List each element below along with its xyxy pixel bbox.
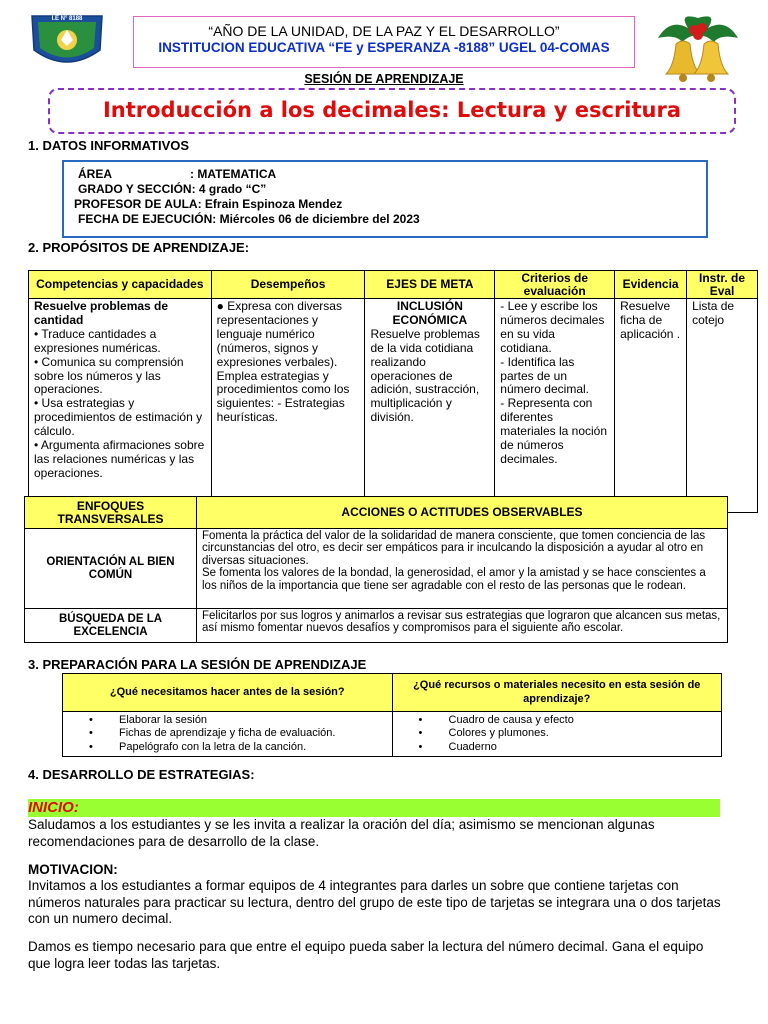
profesor-aula: PROFESOR DE AULA: Efrain Espinoza Mendez	[74, 197, 343, 211]
table-row	[25, 529, 728, 609]
competencia-item: • Argumenta afirmaciones sobre las relaciones numéricas y las operaciones.	[34, 438, 205, 480]
enfoque-actions	[197, 529, 728, 609]
section-preparacion-heading: 3. PREPARACIÓN PARA LA SESIÓN DE APRENDIZAJE	[28, 657, 367, 672]
enfoque-actions	[197, 609, 728, 643]
table-header-row	[29, 271, 758, 299]
table-header-row	[63, 674, 722, 712]
ejes-cell	[365, 299, 495, 513]
criterio-item: - Lee y escribe los números decimales en su vida cotidiana.	[500, 299, 605, 355]
col-header: Criterios de evaluación	[495, 271, 615, 299]
col-header: ¿Qué recursos o materiales necesito en esta sesión de aprendizaje?	[392, 674, 722, 712]
instrumento-cell: Lista de cotejo	[687, 299, 758, 513]
list-item: • Papelógrafo con la letra de la canción.	[67, 741, 388, 754]
list-item: • Colores y plumones.	[397, 727, 718, 740]
inicio-text: Saludamos a los estudiantes y se les invita a realizar la oración del día; asimismo se mencionan algunas recomendaciones para de desarrollo de la clase.	[28, 817, 655, 849]
competencia-item: • Usa estrategias y procedimientos de estimación y cálculo.	[34, 396, 203, 439]
enfoque-label: BÚSQUEDA DE LA EXCELENCIA	[25, 609, 197, 643]
enfoque-label: ORIENTACIÓN AL BIEN COMÚN	[25, 529, 197, 609]
enfoque-text: Se fomenta los valores de la bondad, la generosidad, el amor y la amistad y se hace conscientes a los niños de la importancia que tiene ser agradable con el resto de las personas que le rodean.	[202, 567, 706, 592]
table-header-row	[25, 497, 728, 529]
list-item: • Cuadro de causa y efecto	[397, 714, 718, 727]
school-crest-logo	[28, 10, 106, 74]
table-row	[63, 712, 722, 757]
col-header: Desempeños	[211, 271, 365, 299]
competencia-item: • Comunica su comprensión sobre los números y las operaciones.	[34, 354, 184, 397]
inicio-bar	[28, 799, 720, 817]
criterios-cell	[495, 299, 615, 513]
col-header: EJES DE META	[365, 271, 495, 299]
col-header: Instr. de Eval	[687, 271, 758, 299]
col-header: ENFOQUES TRANSVERSALES	[25, 497, 197, 529]
section-desarrollo-heading: 4. DESARROLLO DE ESTRATEGIAS:	[28, 767, 255, 782]
header-institution: INSTITUCION EDUCATIVA “FE y ESPERANZA -8188” UGEL 04-COMAS	[158, 40, 610, 55]
competencia-item: • Traduce cantidades a expresiones numéricas.	[34, 326, 161, 355]
inicio-label: INICIO:	[28, 799, 79, 816]
evidencia-cell: Resuelve ficha de aplicación .	[615, 299, 687, 513]
table-row	[29, 299, 758, 513]
datos-informativos-box	[62, 160, 708, 238]
criterio-item: - Identifica las partes de un número decimal.	[500, 354, 589, 397]
section-datos-heading: 1. DATOS INFORMATIVOS	[28, 138, 190, 153]
col-header: ACCIONES O ACTITUDES OBSERVABLES	[197, 497, 728, 529]
motivacion-text-2: Damos es tiempo necesario para que entre el equipo pueda saber la lectura del número decimal. Gana el equipo que logra leer todas las tarjetas.	[28, 939, 704, 971]
enfoque-text: Felicitarlos por sus logros y animarlos a revisar sus estrategias que lograron que alcancen sus metas, así mismo fomentar nuevos desafíos y compromisos para el siguiente año escolar.	[202, 610, 721, 635]
competencias-cell	[29, 299, 212, 513]
grado-seccion: GRADO Y SECCIÓN: 4 grado “C”	[78, 182, 267, 196]
col-header: Evidencia	[615, 271, 687, 299]
list-item: • Elaborar la sesión	[67, 714, 388, 727]
ejes-title: INCLUSIÓN ECONÓMICA	[392, 299, 468, 327]
area-label: ÁREA	[78, 167, 113, 181]
area-value: : MATEMATICA	[190, 167, 277, 181]
desempenos-cell: ● Expresa con diversas representaciones y lenguaje numérico (números, signos y expresiones verbales). Emplea estrategias y procedimientos como los siguientes: - Estrategias heurísticas.	[211, 299, 365, 513]
table-row	[25, 609, 728, 643]
motivacion-label: MOTIVACION:	[28, 862, 118, 877]
session-label: SESIÓN DE APRENDIZAJE	[304, 72, 464, 86]
section-propositos-heading: 2. PROPÓSITOS DE APRENDIZAJE:	[28, 240, 250, 255]
header-box	[133, 16, 635, 68]
motivacion-text: Invitamos a los estudiantes a formar equipos de 4 integrantes para darles un sobre que contiene tarjetas con números naturales para practicar su lectura, dentro del grupo de este tipo de tarjetas se integrara una o dos tarjetas con un numero decimal.	[28, 878, 721, 927]
criterio-item: - Representa con diferentes materiales la noción de números decimales.	[500, 396, 608, 466]
header-year-motto: “AÑO DE LA UNIDAD, DE LA PAZ Y EL DESARROLLO”	[208, 23, 560, 39]
logo-text: I.E N° 8188	[51, 16, 83, 22]
page-title: Introducción a los decimales: Lectura y escritura	[102, 98, 682, 122]
ejes-text: Resuelve problemas de la vida cotidiana realizando operaciones de adición, sustracción, multiplicación y división.	[370, 326, 480, 425]
list-item: • Fichas de aprendizaje y ficha de evaluación.	[67, 727, 388, 740]
enfoques-table	[24, 496, 728, 643]
antes-cell	[63, 712, 393, 757]
fecha-ejecucion: FECHA DE EJECUCIÓN: Miércoles 06 de diciembre del 2023	[78, 212, 420, 226]
recursos-cell	[392, 712, 722, 757]
competencia-title: Resuelve problemas de cantidad	[34, 299, 169, 327]
propositos-table	[28, 270, 758, 513]
preparacion-table	[62, 673, 722, 757]
title-box	[48, 88, 736, 134]
col-header: Competencias y capacidades	[29, 271, 212, 299]
list-item: • Cuaderno	[397, 741, 718, 754]
enfoque-text: Fomenta la práctica del valor de la solidaridad de manera consciente, que tomen conciencia de las circunstancias del otro, es decir ser empáticos para ir inculcando la disposición a ayudar al otro en diversas situaciones.	[202, 530, 706, 567]
col-header: ¿Qué necesitamos hacer antes de la sesión?	[63, 674, 393, 712]
